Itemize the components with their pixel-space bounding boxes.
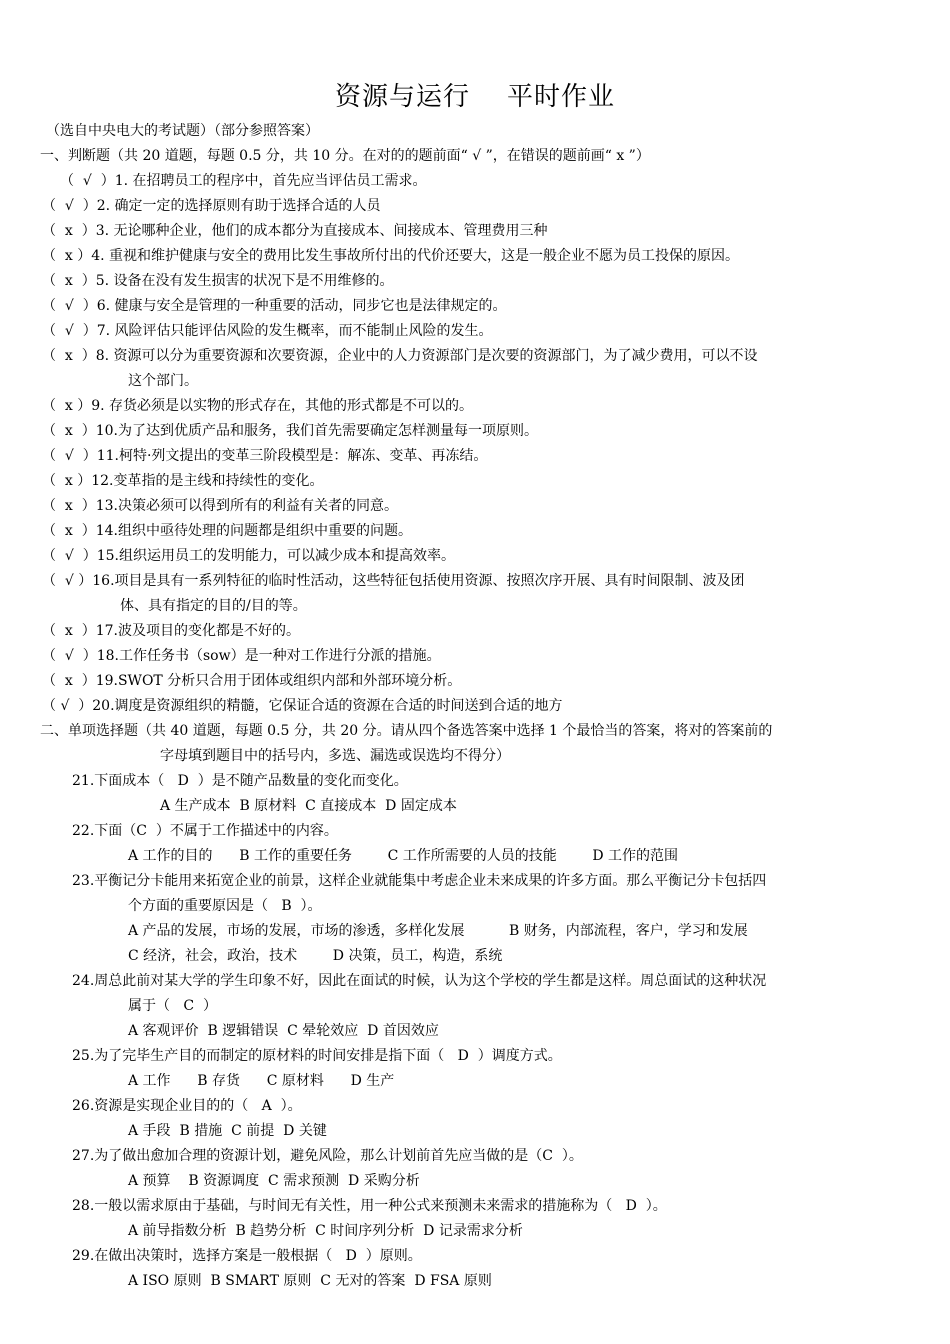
tf-question: （ x ）19.SWOT 分析只合用于团体或组织内部和外部环境分析。 <box>42 673 462 689</box>
mc-options: A 前导指数分析 B 趋势分析 C 时间序列分析 D 记录需求分析 <box>128 1223 523 1239</box>
tf-question: （ x ）3. 无论哪种企业，他们的成本都分为直接成本、间接成本、管理费用三种 <box>42 223 548 239</box>
source-note: （选自中央电大的考试题）（部分参照答案） <box>46 123 319 139</box>
mc-options: A 生产成本 B 原材料 C 直接成本 D 固定成本 <box>160 798 457 814</box>
mc-options: A ISO 原则 B SMART 原则 C 无对的答案 D FSA 原则 <box>128 1273 492 1289</box>
mc-question: 28.一般以需求原由于基础，与时间无有关性，用一种公式来预测未来需求的措施称为（ D ）。 <box>72 1198 667 1214</box>
tf-question: （ x ）4. 重视和维护健康与安全的费用比发生事故所付出的代价还要大，这是一般企业不愿为员工投保的原因。 <box>42 248 740 264</box>
mc-question: 25.为了完毕生产目的而制定的原材料的时间安排是指下面（ D ）调度方式。 <box>72 1048 562 1064</box>
mc-options: A 手段 B 措施 C 前提 D 关键 <box>128 1123 327 1139</box>
tf-question: （ x ）8. 资源可以分为重要资源和次要资源，企业中的人力资源部门是次要的资源部门，为了减少费用，可以不设 <box>42 348 758 364</box>
tf-question-continuation: 这个部门。 <box>128 373 198 389</box>
tf-question: （ √ ）1. 在招聘员工的程序中，首先应当评估员工需求。 <box>60 173 427 189</box>
tf-question: （ √ ）2. 确定一定的选择原则有助于选择合适的人员 <box>42 198 381 214</box>
mc-question: 27.为了做出愈加合理的资源计划，避免风险，那么计划前首先应当做的是（C ）。 <box>72 1148 583 1164</box>
mc-options: A 客观评价 B 逻辑错误 C 晕轮效应 D 首因效应 <box>128 1023 439 1039</box>
mc-question: 22.下面（C ）不属于工作描述中的内容。 <box>72 823 338 839</box>
mc-question-continuation: 个方面的重要原因是（ B ）。 <box>128 898 322 914</box>
tf-question: （ x ）12.变革指的是主线和持续性的变化。 <box>42 473 324 489</box>
tf-question: （ √ ）6. 健康与安全是管理的一种重要的活动，同步它也是法律规定的。 <box>42 298 507 314</box>
mc-question: 23.平衡记分卡能用来拓宽企业的前景，这样企业就能集中考虑企业未来成果的许多方面。那么平衡记分卡包括四 <box>72 873 767 889</box>
tf-question: （ √ ）15.组织运用员工的发明能力，可以减少成本和提高效率。 <box>42 548 455 564</box>
mc-question: 24.周总此前对某大学的学生印象不好，因此在面试的时候，认为这个学校的学生都是这样。周总面试的这种状况 <box>72 973 767 989</box>
tf-question: （ √ ）16.项目是具有一系列特征的临时性活动，这些特征包括使用资源、按照次序开展、具有时间限制、波及团 <box>42 573 745 589</box>
tf-question: （ √ ）11.柯特·列文提出的变革三阶段模型是：解冻、变革、再冻结。 <box>42 448 488 464</box>
tf-question: （ x ）10.为了达到优质产品和服务，我们首先需要确定怎样测量每一项原则。 <box>42 423 538 439</box>
mc-question: 26.资源是实现企业目的的（ A ）。 <box>72 1098 302 1114</box>
mc-options: A 工作 B 存货 C 原材料 D 生产 <box>128 1073 395 1089</box>
mc-question-continuation: 属于（ C ） <box>128 998 217 1014</box>
section2-heading-continuation: 字母填到题目中的括号内，多选、漏选或误选均不得分） <box>160 748 510 764</box>
mc-options: A 产品的发展，市场的发展，市场的渗透，多样化发展 B 财务，内部流程，客户，学习和发展 <box>128 923 748 939</box>
tf-question-continuation: 体、具有指定的目的/目的等。 <box>120 598 307 614</box>
tf-question: （ √ ）18.工作任务书（sow）是一种对工作进行分派的措施。 <box>42 648 441 664</box>
tf-question: （ x ）9. 存货必须是以实物的形式存在，其他的形式都是不可以的。 <box>42 398 474 414</box>
section1-heading: 一、判断题（共 20 道题，每题 0.5 分，共 10 分。在对的的题前面“ √ ”，在错误的题前画“ x ”） <box>40 148 650 164</box>
mc-question: 29.在做出决策时，选择方案是一般根据（ D ）原则。 <box>72 1248 422 1264</box>
mc-options: A 预算 B 资源调度 C 需求预测 D 采购分析 <box>128 1173 420 1189</box>
tf-question: （ x ）17.波及项目的变化都是不好的。 <box>42 623 300 639</box>
tf-question: （ x ）13.决策必须可以得到所有的利益有关者的同意。 <box>42 498 398 514</box>
tf-question: （ √ ）20.调度是资源组织的精髓，它保证合适的资源在合适的时间送到合适的地方 <box>42 698 563 714</box>
mc-question: 21.下面成本（ D ）是不随产品数量的变化而变化。 <box>72 773 408 789</box>
mc-options: C 经济，社会，政治，技术 D 决策，员工，构造，系统 <box>128 948 503 964</box>
tf-question: （ √ ）7. 风险评估只能评估风险的发生概率，而不能制止风险的发生。 <box>42 323 493 339</box>
tf-question: （ x ）14.组织中亟待处理的问题都是组织中重要的问题。 <box>42 523 412 539</box>
section2-heading: 二、单项选择题（共 40 道题，每题 0.5 分，共 20 分。请从四个备选答案中选择 1 个最恰当的答案，将对的答案前的 <box>40 723 773 739</box>
tf-question: （ x ）5. 设备在没有发生损害的状况下是不用维修的。 <box>42 273 394 289</box>
document-title: 资源与运行 平时作业 <box>334 82 616 112</box>
mc-options: A 工作的目的 B 工作的重要任务 C 工作所需要的人员的技能 D 工作的范围 <box>128 848 679 864</box>
